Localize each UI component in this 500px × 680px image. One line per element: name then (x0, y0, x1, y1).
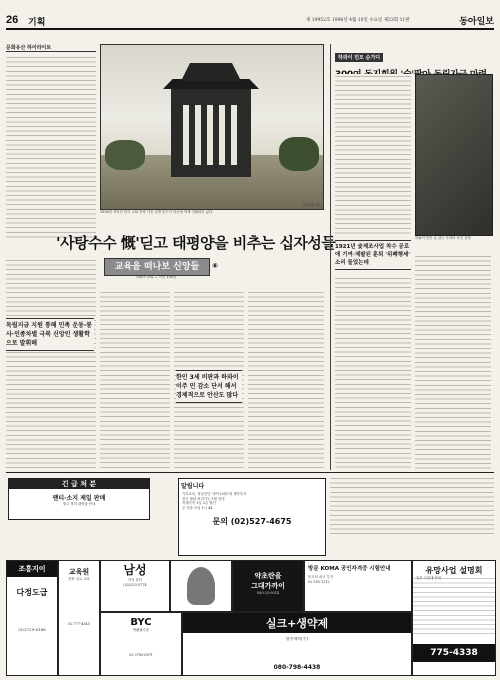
ad-7-title: 실크+생약제 (183, 613, 411, 633)
ad-2-sub: 자석 관리 (127, 578, 143, 582)
ad-6-title: BYC (130, 617, 152, 628)
building-columns (183, 105, 239, 165)
info-line-3: 직계가족 1일 2급 할인 (182, 501, 216, 506)
right-text-c (415, 254, 491, 470)
left-body-text (6, 55, 96, 240)
notice-body: 재고 정리 대방출 안내 (62, 502, 96, 506)
date-line: 제 19952호 1996년 4월 10일 수요일 제23회 11판 (306, 18, 410, 23)
ad-box-1 (6, 560, 58, 676)
ad-box-6 (100, 612, 182, 676)
info-box (178, 478, 326, 556)
info-contact: 문의 (02)527-4675 (212, 517, 292, 527)
body-text-col-2 (100, 290, 170, 468)
right-bottom-text (330, 476, 494, 536)
ad-5-title: 유망사업 설명회 (425, 566, 483, 575)
ad-4-phone: 02-555-1212 (308, 579, 330, 584)
page-header (6, 14, 494, 30)
photo-caption: 1996년 지어진 한국 교회 건축 사진 설명 문구가 이곳에 작게 인쇄되어 있다. (100, 210, 214, 214)
ad-box-portrait (170, 560, 232, 612)
series-subtitle: 하와이 교회 — 이민 100년 (135, 275, 177, 279)
ad-box-2 (100, 560, 170, 612)
pullquote-left: 독립지금 지원 통해 민족 운동·봉사·인종차별 극복 신앙인 생활학으로 발휘해 (6, 318, 94, 351)
ad-7-sub: 광풍제약(주) (285, 637, 309, 641)
info-line-2: 전국 방관 처리기능 1월 안내 (182, 496, 225, 501)
main-headline: '사탕수수 慨'딛고 태평양을 비추는 십자성들 (56, 234, 336, 252)
ad-1-phone: (02)729-6186 (18, 628, 46, 632)
right-text-b (335, 276, 411, 470)
building-upper-roof (181, 63, 241, 81)
page-number: 26 (6, 14, 19, 26)
right-subheadline: 1921년 숯제조사업 착수 공로에 기여·제팔된 훈퇴 '위폐행세' 소리 들었는데 (335, 240, 411, 270)
masthead: 동아일보 (459, 17, 494, 27)
photo-credit: 동아일보 자료 (302, 203, 321, 208)
series-number: ⑥ (212, 262, 218, 270)
ad-3-phone: 080-23-0014 (257, 591, 279, 595)
ad-6-phone: 02-3785-0871 (129, 652, 153, 657)
notice-box (8, 478, 150, 520)
notice-subtitle: 팬티·소지 제일 판매 (52, 495, 106, 502)
info-title: 알립니다 (181, 483, 205, 490)
right-column (330, 44, 499, 470)
pullquote-center: 한인 3세 비판과 하와이 이주 민 감소 단서 해서 경제적으로 안산도 많다 (176, 370, 242, 403)
right-kicker: 하와이 민모 순가디 (335, 53, 383, 62)
ad-3-sub: 그대가까이 (251, 581, 285, 590)
ad-8-phone: 02-777-4545 (68, 621, 90, 626)
ad-8-title: 교육원 (68, 568, 90, 576)
left-column (6, 44, 96, 239)
series-banner: 교육을 떠나보 신앙들 (104, 258, 210, 276)
ad-box-4 (304, 560, 412, 612)
section-title: 기획 (28, 18, 46, 28)
body-text-col-4 (248, 290, 324, 468)
church-photo (100, 44, 324, 210)
right-text-a (335, 74, 411, 234)
ad-box-7 (182, 612, 412, 676)
ad-6-sub: 생활필수품 (132, 628, 150, 632)
ad-1-sub: 다정도급 (16, 587, 48, 597)
info-line-1: 기록소독, 정밀진단, 바이오메트릭 계약부서 (182, 492, 247, 496)
ad-box-5 (412, 560, 496, 676)
notice-header: 긴 급 처 분 (9, 479, 149, 489)
ad-portrait-image (187, 567, 215, 605)
ad-5-phone: 775-4338 (413, 644, 495, 662)
body-text-col-1 (6, 258, 96, 468)
left-body (6, 55, 96, 64)
ad-5-sub (413, 576, 495, 636)
ad-4-title: 방문 KOMA 공인자격증 시험안내 (308, 566, 391, 572)
ad-2-phone: (02)323-5774 (123, 582, 147, 587)
photo-tree-left (105, 140, 145, 170)
ad-3-title: 약초란을 (254, 571, 282, 580)
info-line-4: 주 미술 모임 1시 44 (182, 505, 213, 510)
divider-ads (6, 472, 494, 473)
ad-1-title: 조흥지이 (7, 561, 57, 577)
ad-2-title: 남성 (123, 563, 147, 577)
ad-5-sub-text: 일부 시간대 안내 (416, 576, 442, 580)
photo-tree-right (279, 137, 319, 171)
ad-7-phone: 080-798-4438 (273, 663, 321, 671)
right-photo-caption: 하와이 한인 숯 굽는 가마터 사진 설명 (415, 236, 471, 240)
left-kicker: 문화유산 하이라이트 (6, 44, 96, 52)
ad-8-sub: 현장 실무 교육 (68, 577, 90, 581)
ad-box-8 (58, 560, 100, 676)
ad-box-3 (232, 560, 304, 612)
right-photo (415, 74, 493, 236)
ad-4-sub: 미국의 외국 투자 (308, 575, 334, 579)
